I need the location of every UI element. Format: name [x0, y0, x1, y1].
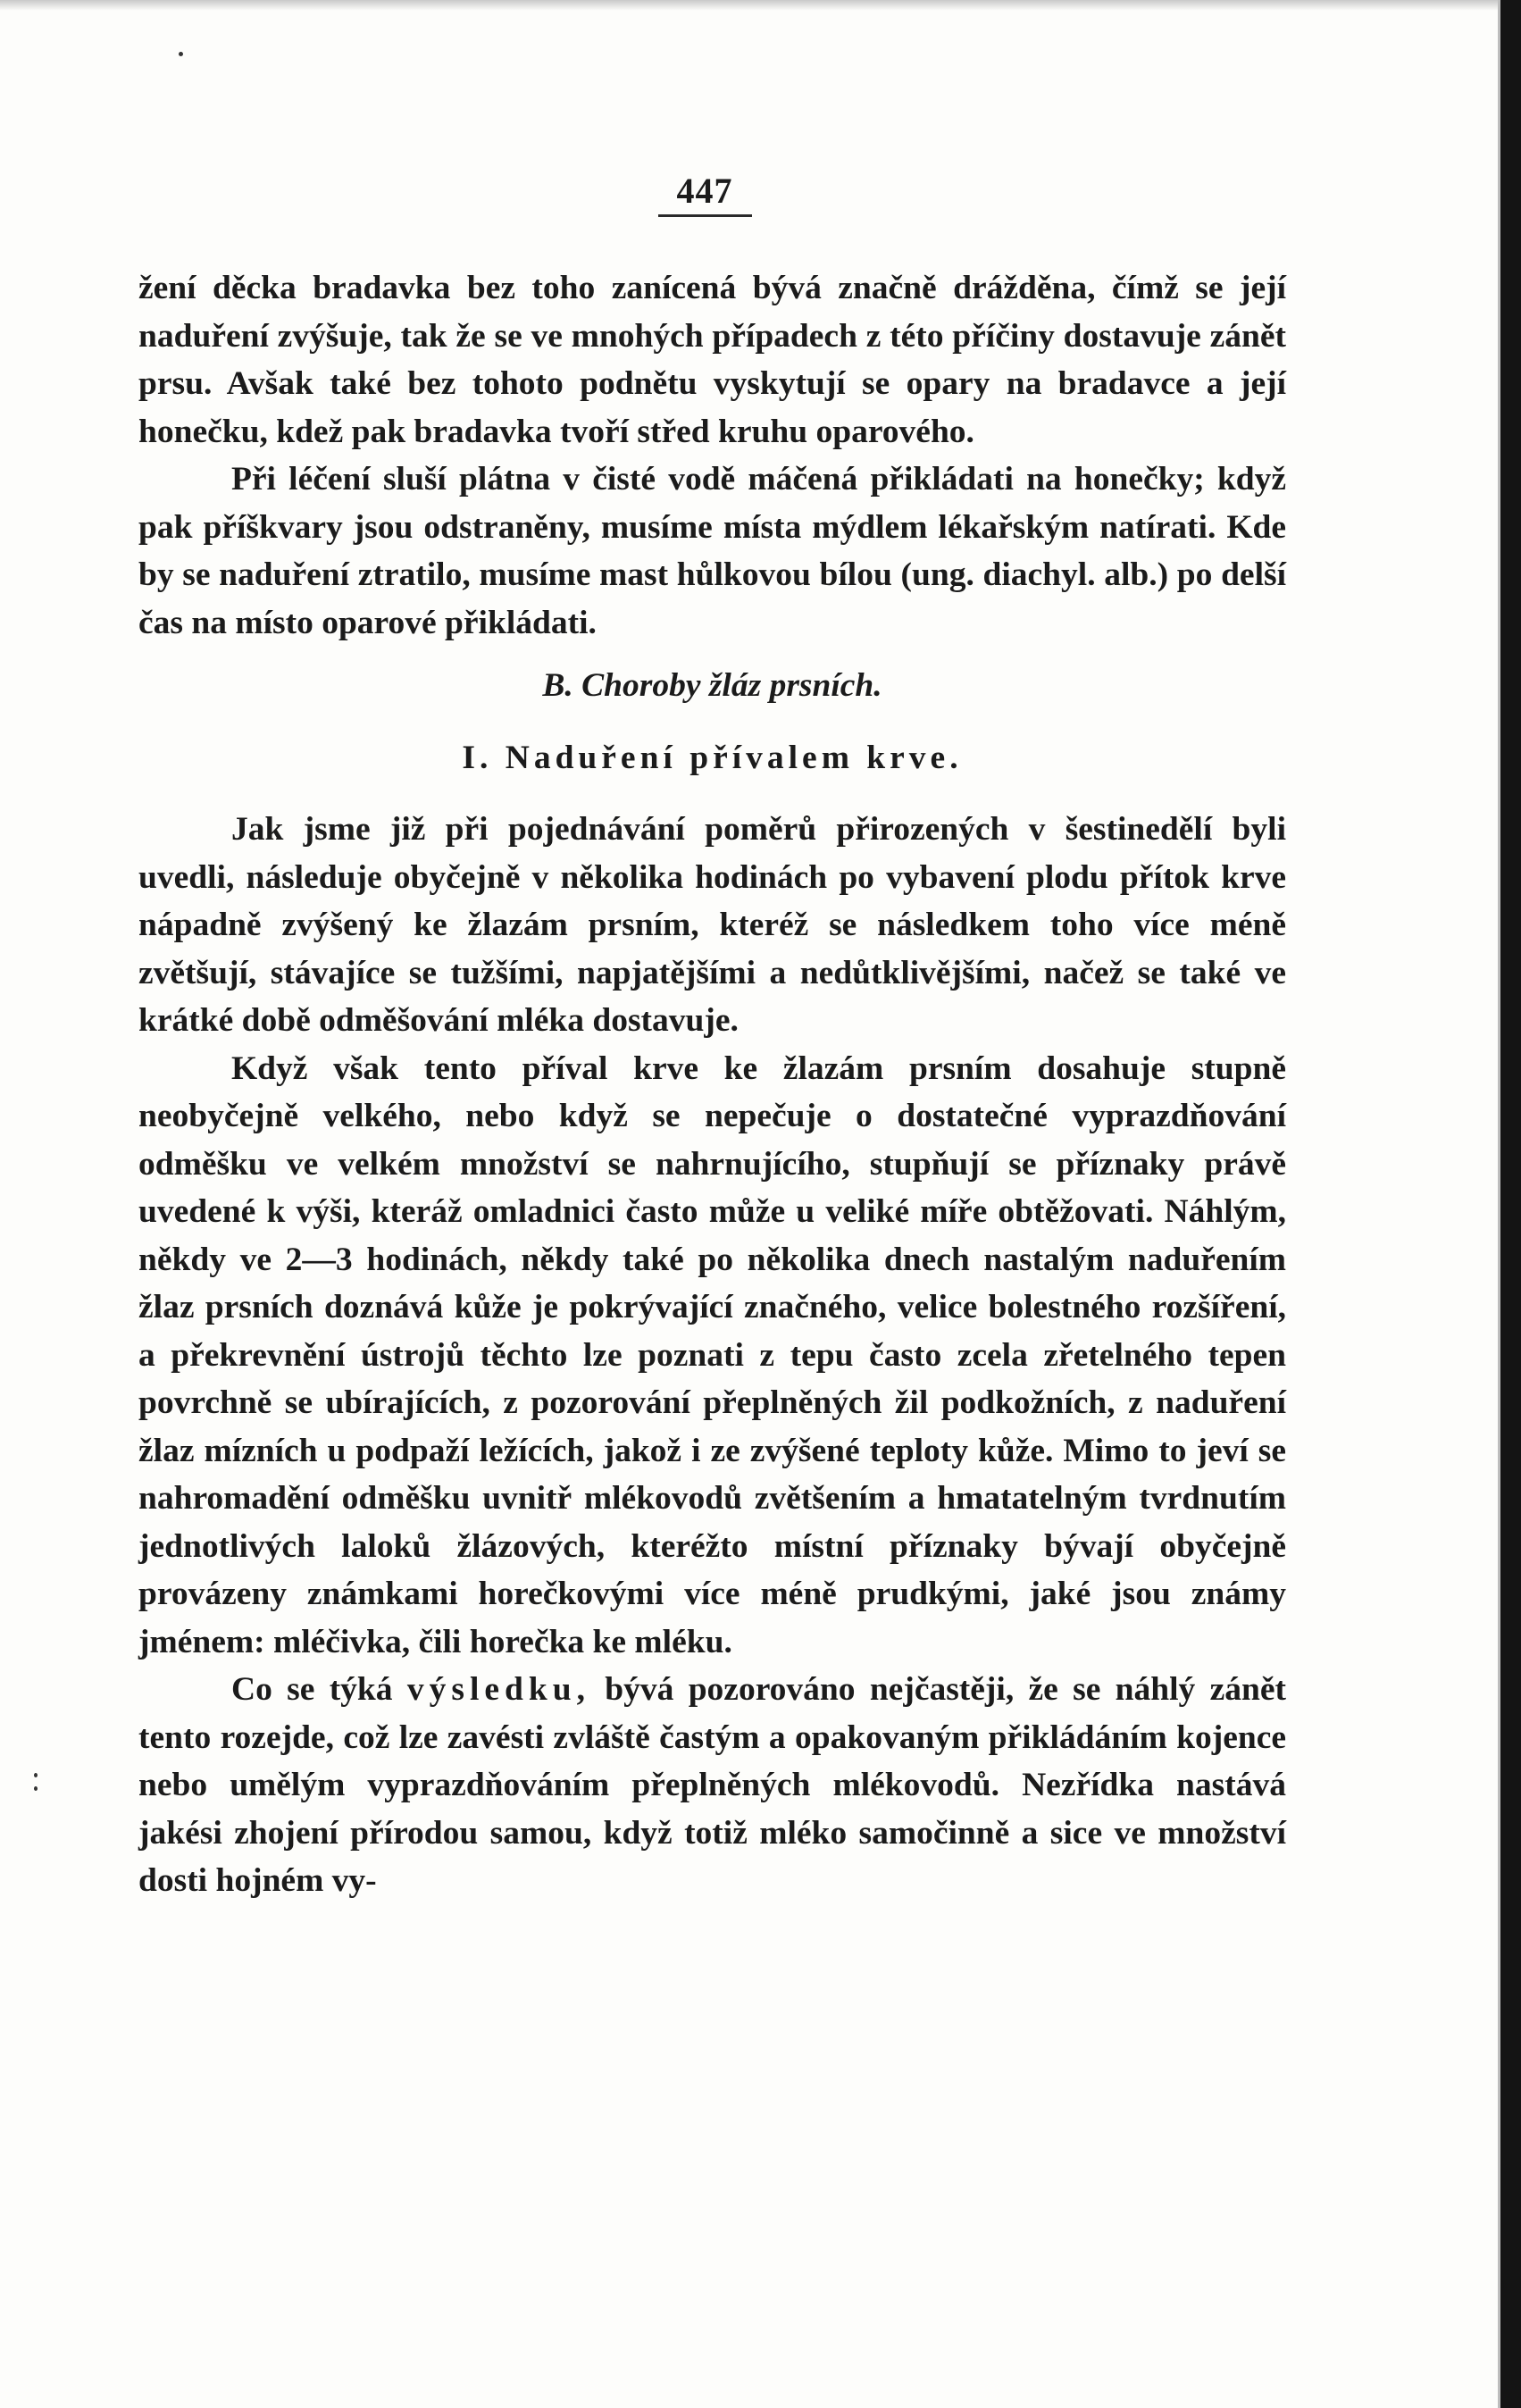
page-number-underline: [658, 214, 752, 217]
paragraph-symptoms: Když však tento příval krve ke žlazám prsním dosahuje stupně neobyčejně velkého, nebo když se nepečuje o dostatečné vyprazdňování odměšku ve velkém množství se nahrnujícího, stupňují se příznaky právě uvedené k výši, kteráž omladnici často může u veliké míře obtěžovati. Náhlým, někdy ve 2—3 hodinách, někdy také po několika dnech nastalým naduřením žlaz prsních doznává kůže je pokrývající značného, velice bolestného rozšíření, a překrevnění ústrojů těchto lze poznati z tepu často zcela zřetelného tepen povrchně se ubírajících, z pozorování přeplněných žil podkožních, z naduření žlaz mízních u podpaží ležících, jakož i ze zvýšené teploty kůže. Mimo to jeví se nahromadění odměšku uvnitř mlékovodů zvětšením a hmatatelným tvrdnutím jednotlivých laloků žlázových, kteréžto místní příznaky bývají obyčejně provázeny známkami horečkovými více méně prudkými, jaké jsou známy jménem: mléčivka, čili horečka ke mléku.: [138, 1049, 1286, 1660]
outcome-text-rest: bývá pozorováno nejčastěji, že se náhlý zánět tento rozejde, což lze zavésti zvláště častým a opakovaným přikládáním kojence nebo umělým vyprazdňováním přeplněných mlékovodů. Nezřídka nastává jakési zhojení přírodou samou, když totiž mléko samočinně a sice ve množství dosti hojném vy-: [138, 1671, 1287, 1899]
body-text: [138, 264, 1286, 1905]
top-edge-shadow: [0, 0, 1500, 11]
scan-speck: [179, 52, 183, 56]
outcome-emphasis: výsledku,: [406, 1671, 590, 1708]
paragraph-outcome: [138, 1666, 1286, 1905]
paragraph-continued: žení děcka bradavka bez toho zanícená bývá značně drážděna, čímž se její naduření zvýšuje, tak že se ve mnohých případech z této příčiny dostavuje zánět prsu. Avšak také bez tohoto podnětu vyskytují se opary na bradavce a její honečku, kdež pak bradavka tvoří střed kruhu oparového.: [138, 270, 1286, 450]
outcome-text-start: Co se týká: [231, 1671, 407, 1708]
scan-speck: [34, 1786, 38, 1791]
paragraph-intro: Jak jsme již při pojednávání poměrů přirozených v šestinedělí byli uvedli, následuje obyčejně v několika hodinách po vybavení plodu přítok krve nápadně zvýšený ke žlazám prsním, kteréž se následkem toho více méně zvětšují, stávajíce se tužšími, napjatějšími a nedůtklivějšími, načež se také ve krátké době odměšování mléka dostavuje.: [138, 811, 1286, 1039]
scan-edge-border: [1500, 0, 1521, 2408]
paragraph-treatment: Při léčení sluší plátna v čisté vodě máčená přikládati na honečky; když pak příškvary jsou odstraněny, musíme místa mýdlem lékařským natírati. Kde by se naduření ztratilo, musíme mast hůlkovou bílou (ung. diachyl. alb.) po delší čas na místo oparové přikládati.: [138, 461, 1286, 641]
scan-speck: [34, 1773, 38, 1777]
section-title: B. Choroby žláz prsních.: [542, 667, 882, 704]
subsection-title: I. Naduření přívalem krve.: [462, 739, 963, 776]
page-number: 447: [676, 171, 733, 211]
